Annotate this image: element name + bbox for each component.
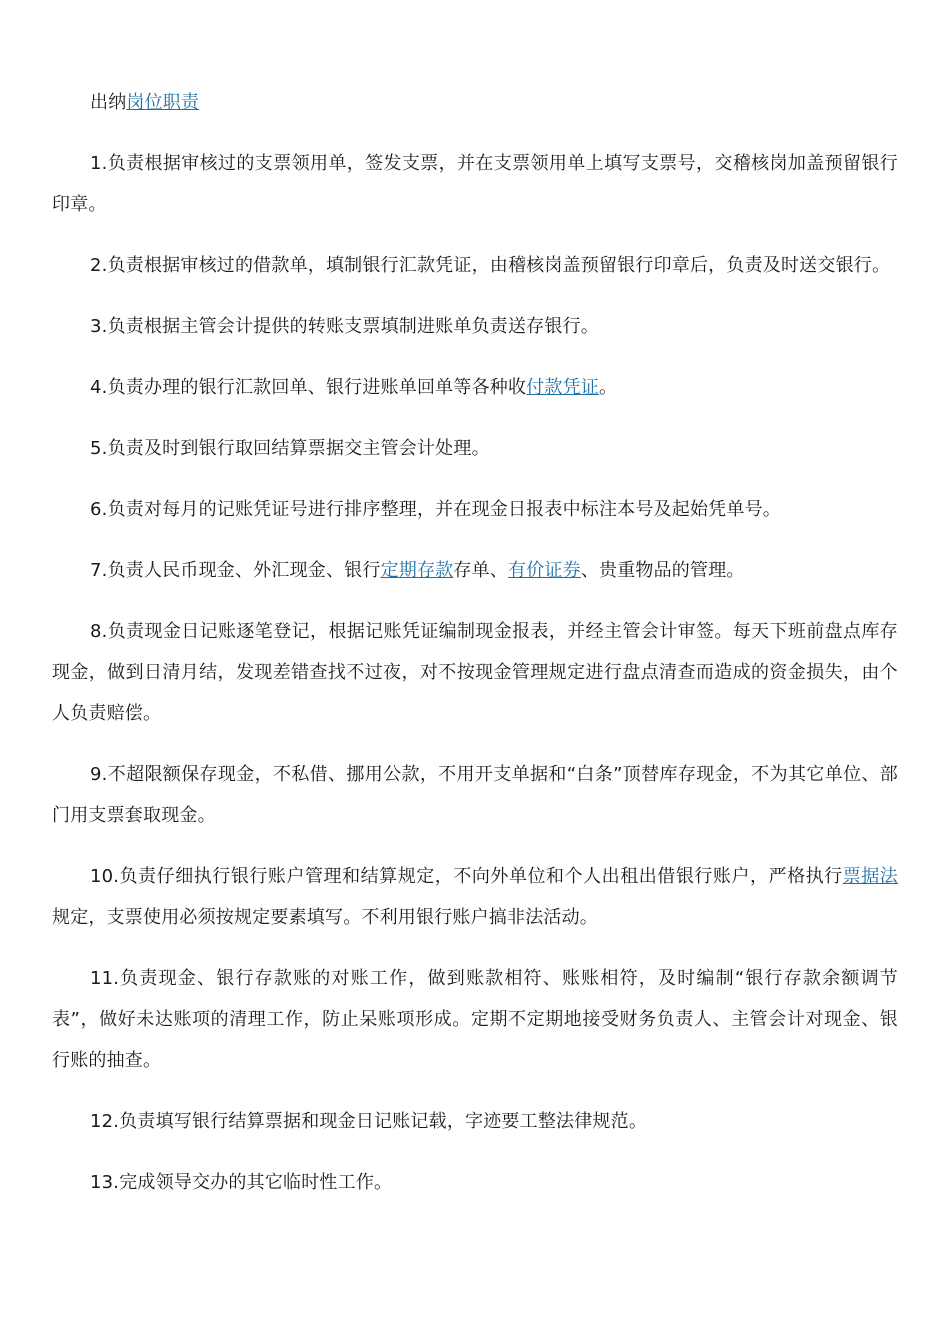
link-payment-voucher[interactable]: 付款凭证 — [526, 377, 599, 398]
duty-text: 11.负责现金、银行存款账的对账工作，做到账款相符、账账相符，及时编制“银行存款余额调节表”，做好未达账项的清理工作，防止呆账项形成。定期不定期地接受财务负责人、主管会计对现金、银行账的抽查。 — [52, 968, 898, 1071]
duty-item-10 — [52, 856, 898, 938]
duty-item-12 — [52, 1101, 898, 1142]
duty-item-2 — [52, 245, 898, 286]
duty-text: 10.负责仔细执行银行账户管理和结算规定，不向外单位和个人出租出借银行账户，严格执行 — [90, 866, 843, 887]
duty-item-9 — [52, 754, 898, 836]
duty-item-3 — [52, 306, 898, 347]
duty-text: 9.不超限额保存现金，不私借、挪用公款，不用开支单据和“白条”顶替库存现金，不为其它单位、部门用支票套取现金。 — [52, 764, 898, 826]
duty-text: 4.负责办理的银行汇款回单、银行进账单回单等各种收 — [90, 377, 527, 398]
document-page — [52, 82, 898, 1223]
duty-item-1 — [52, 143, 898, 225]
duty-item-8 — [52, 611, 898, 734]
duty-text-end: 、贵重物品的管理。 — [580, 560, 745, 581]
duty-text-end: 规定，支票使用必须按规定要素填写。不利用银行账户搞非法活动。 — [52, 907, 598, 928]
link-negotiable-instruments-law[interactable]: 票据法 — [842, 866, 898, 887]
duty-item-13 — [52, 1162, 898, 1203]
duty-text: 7.负责人民币现金、外汇现金、银行 — [90, 560, 381, 581]
duty-text: 5.负责及时到银行取回结算票据交主管会计处理。 — [90, 438, 490, 459]
duty-text: 1.负责根据审核过的支票领用单，签发支票，并在支票领用单上填写支票号，交稽核岗加盖预留银行印章。 — [52, 153, 898, 215]
title-prefix: 出纳 — [90, 92, 127, 113]
duty-item-4 — [52, 367, 898, 408]
duty-text: 6.负责对每月的记账凭证号进行排序整理，并在现金日报表中标注本号及起始凭单号。 — [90, 499, 781, 520]
link-fixed-deposit[interactable]: 定期存款 — [380, 560, 454, 581]
duty-text: 12.负责填写银行结算票据和现金日记账记载，字迹要工整法律规范。 — [90, 1111, 648, 1132]
duty-text: 2.负责根据审核过的借款单，填制银行汇款凭证，由稽核岗盖预留银行印章后，负责及时送交银行。 — [90, 255, 891, 276]
title-link[interactable]: 岗位职责 — [126, 92, 200, 113]
duty-text: 13.完成领导交办的其它临时性工作。 — [90, 1172, 393, 1193]
duty-item-11 — [52, 958, 898, 1081]
duty-text-mid: 存单、 — [453, 560, 508, 581]
duty-item-7 — [52, 550, 898, 591]
duty-text: 3.负责根据主管会计提供的转账支票填制进账单负责送存银行。 — [90, 316, 599, 337]
duty-text-end: 。 — [598, 377, 618, 398]
duty-text: 8.负责现金日记账逐笔登记，根据记账凭证编制现金报表，并经主管会计审签。每天下班前盘点库存现金，做到日清月结，发现差错查找不过夜，对不按现金管理规定进行盘点清查而造成的资金损失，由个人负责赔偿。 — [52, 621, 898, 724]
duty-item-5 — [52, 428, 898, 469]
link-securities[interactable]: 有价证券 — [508, 560, 581, 581]
duty-item-6 — [52, 489, 898, 530]
doc-title — [52, 82, 898, 123]
